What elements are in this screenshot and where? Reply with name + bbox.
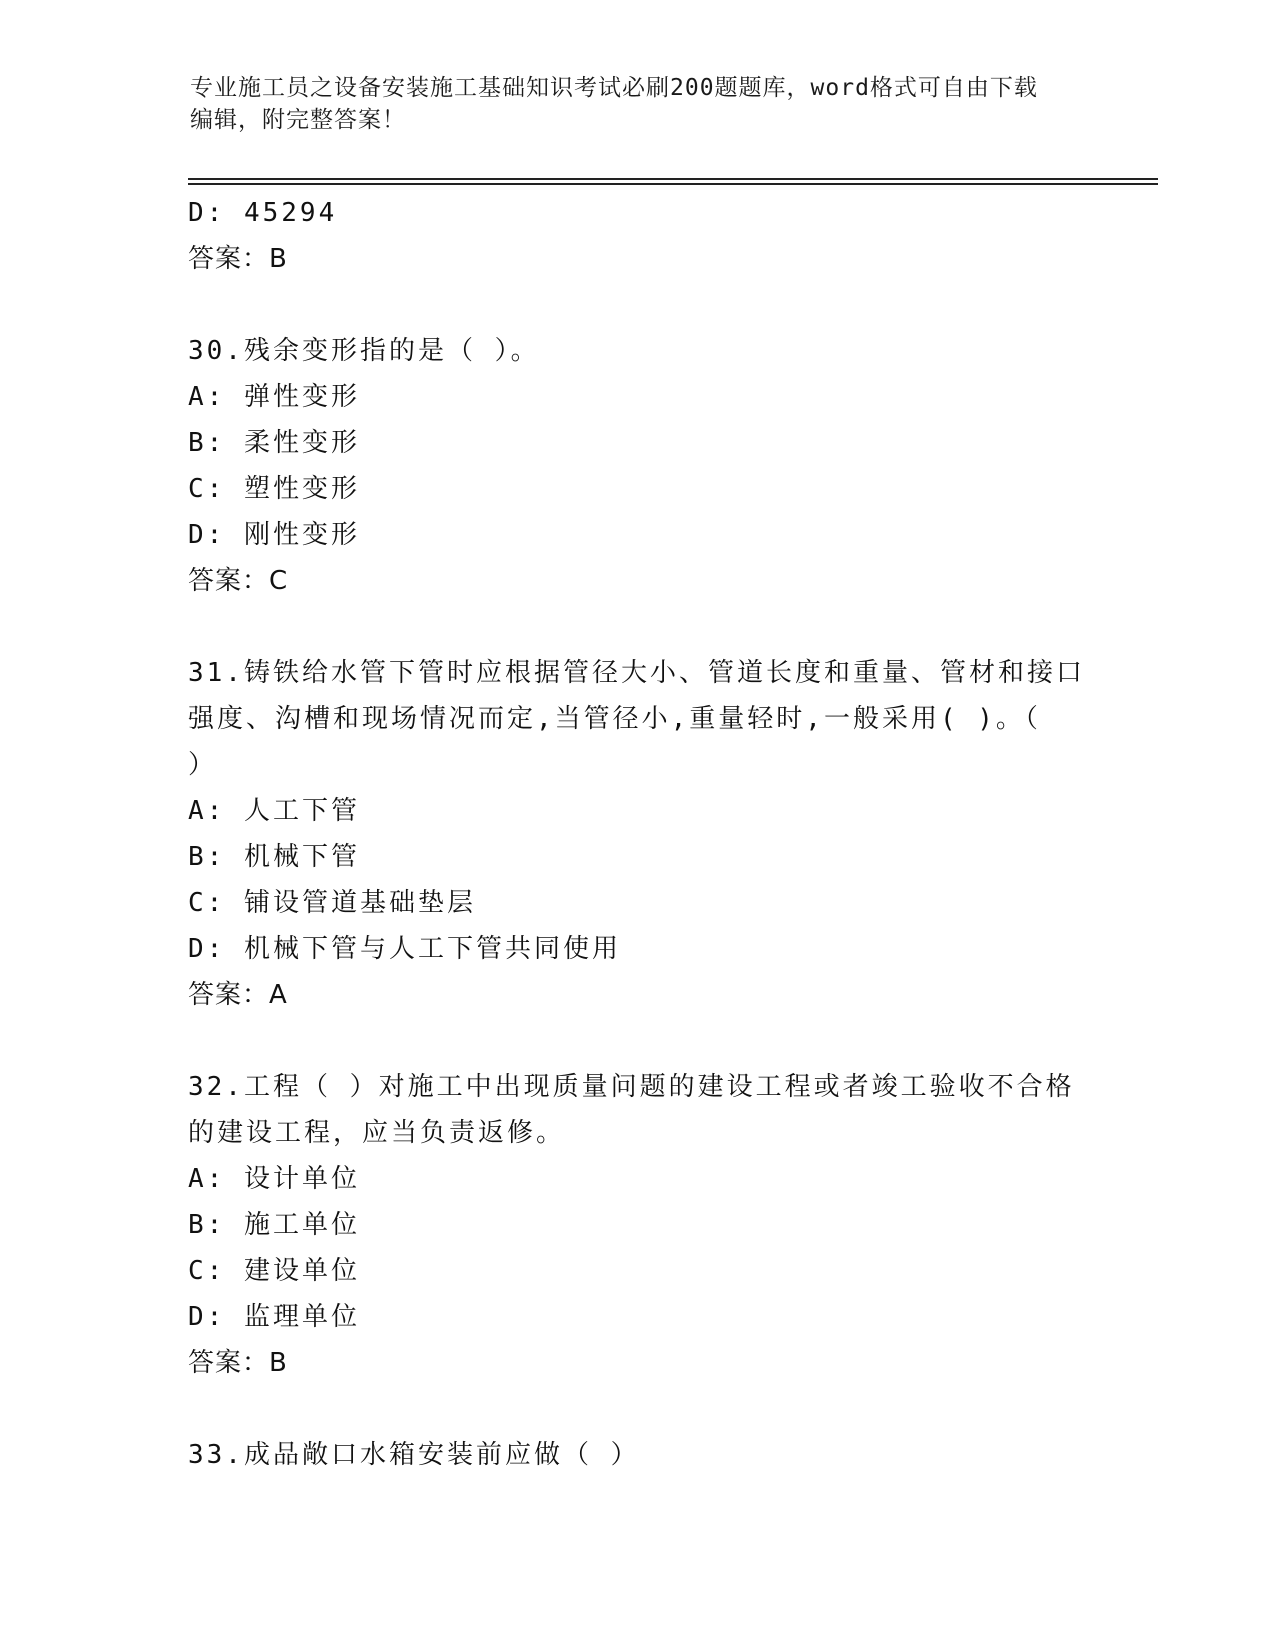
header-line-2: 编辑，附完整答案！ [190, 107, 406, 133]
question-33-text: 33.成品敞口水箱安装前应做（ ） [188, 1440, 640, 1470]
question-31-option-c: C: 铺设管道基础垫层 [188, 888, 476, 918]
question-30-option-a: A: 弹性变形 [188, 382, 360, 412]
spacer [188, 1018, 1088, 1064]
header-divider-top [188, 178, 1158, 180]
question-32-text-line-2: 的建设工程，应当负责返修。 [188, 1118, 566, 1148]
question-31-option-d: D: 机械下管与人工下管共同使用 [188, 934, 621, 964]
question-list [188, 190, 1088, 1478]
question-32-text-line-1: 32.工程（ ）对施工中出现质量问题的建设工程或者竣工验收不合格 [188, 1072, 1075, 1102]
question-32-option-d: D: 监理单位 [188, 1302, 360, 1332]
question-32-option-c: C: 建设单位 [188, 1256, 360, 1286]
answer-line: 答案：B [188, 244, 288, 274]
header-divider-bottom [188, 183, 1158, 185]
question-30-option-d: D: 刚性变形 [188, 520, 360, 550]
header-line-1: 专业施工员之设备安装施工基础知识考试必刷200题题库，word格式可自由下载 [190, 75, 1038, 101]
spacer [188, 1386, 1088, 1432]
document-header [190, 72, 1090, 136]
question-32-answer: 答案：B [188, 1348, 288, 1378]
spacer [188, 282, 1088, 328]
question-32-option-b: B: 施工单位 [188, 1210, 360, 1240]
question-32-option-a: A: 设计单位 [188, 1164, 360, 1194]
question-31-option-a: A: 人工下管 [188, 796, 360, 826]
question-31-text-line-1: 31.铸铁给水管下管时应根据管径大小、管道长度和重量、管材和接口 [188, 658, 1085, 688]
question-31-text-line-2: 强度、沟槽和现场情况而定,当管径小,重量轻时,一般采用( )。（ [188, 704, 1041, 734]
question-30-text: 30.残余变形指的是（ ）。 [188, 336, 540, 366]
question-30-answer: 答案：C [188, 566, 289, 596]
question-31-option-b: B: 机械下管 [188, 842, 360, 872]
question-31-answer: 答案：A [188, 980, 288, 1010]
spacer [188, 604, 1088, 650]
question-30-option-c: C: 塑性变形 [188, 474, 360, 504]
question-31-text-line-3: ） [188, 750, 218, 780]
option-d: D: 45294 [188, 198, 338, 228]
question-30-option-b: B: 柔性变形 [188, 428, 360, 458]
